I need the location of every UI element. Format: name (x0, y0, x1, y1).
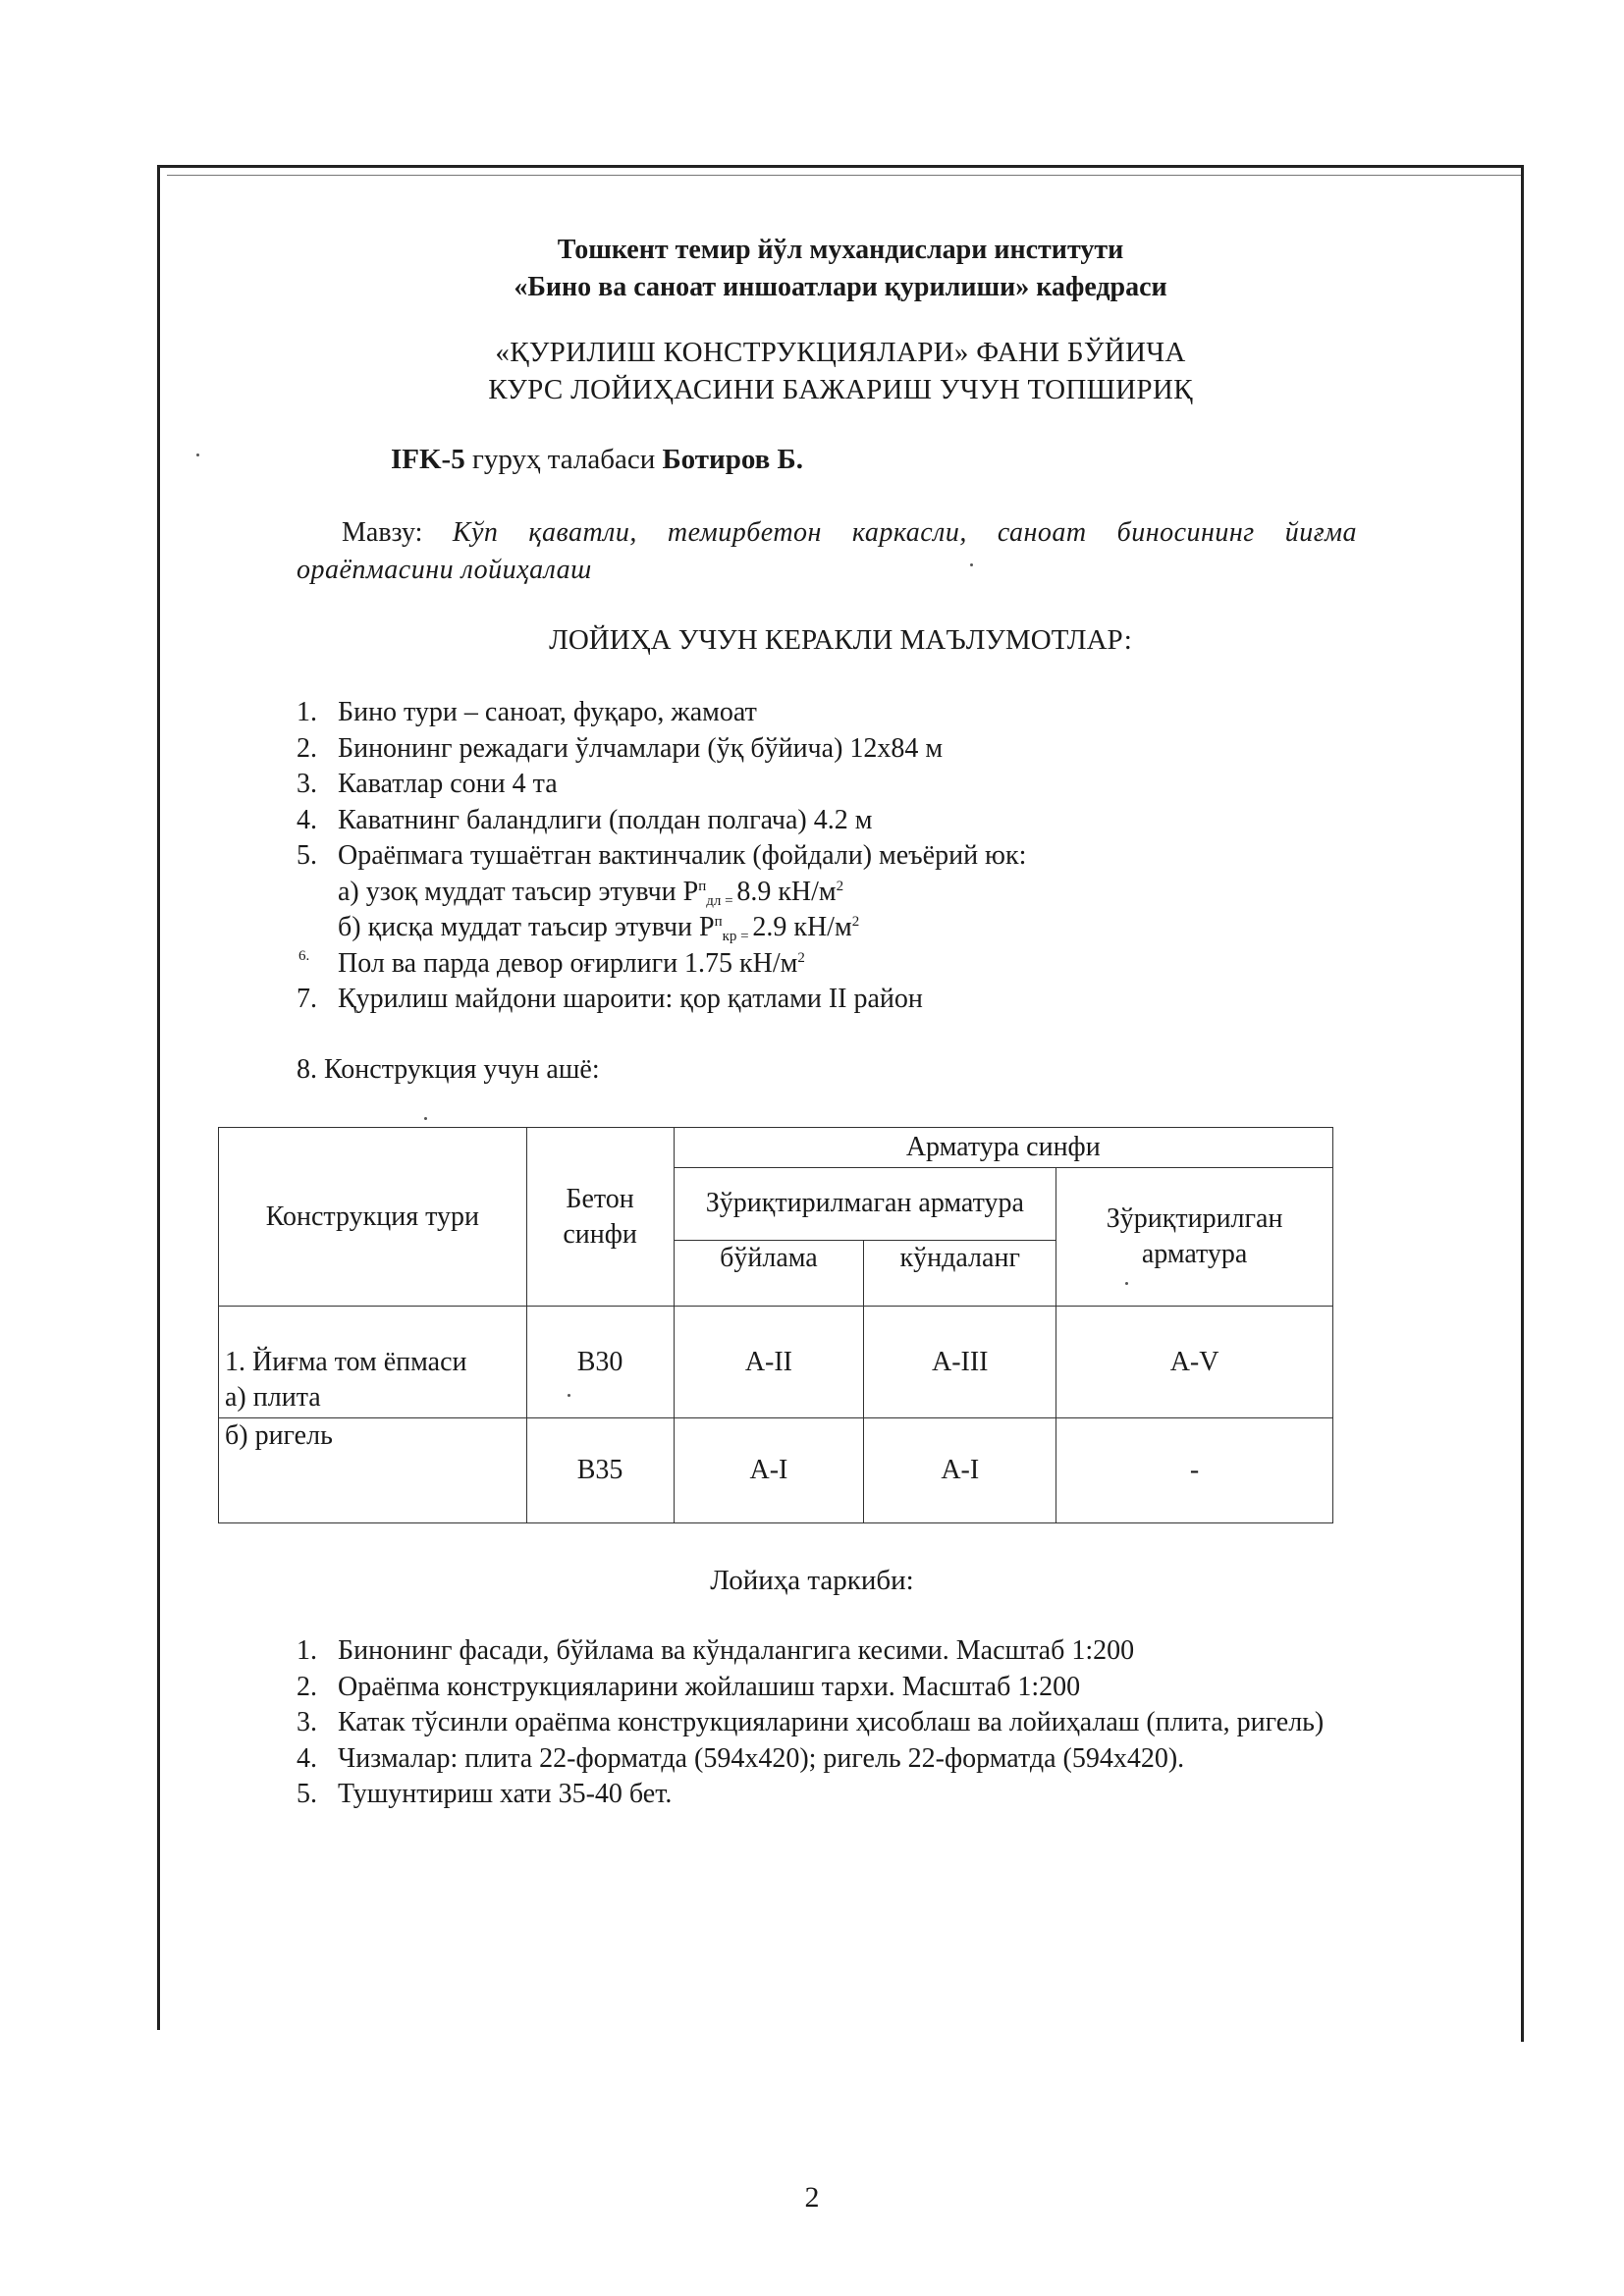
institute-name: Тошкент темир йўл мухандислари институти (557, 235, 1124, 265)
list-item (297, 695, 1026, 731)
institute-header (157, 232, 1524, 306)
list-item (297, 1705, 1349, 1741)
header-nonprestressed-rebar: Зўриқтирилмаган арматура (674, 1167, 1056, 1241)
composition-list (297, 1633, 1349, 1813)
row1-concrete: B30 (526, 1307, 674, 1417)
item-number: 1. (297, 1635, 317, 1666)
page-frame-left (157, 165, 160, 2030)
header-concrete-class: Бетон синфи (526, 1128, 674, 1307)
row1-transverse: A-III (864, 1307, 1056, 1417)
item-text: Бинонинг режадаги ўлчамлари (ўқ бўйича) 12х84 м (338, 732, 944, 764)
scan-speck (1125, 1282, 1128, 1285)
theme-text: Кўп қаватли, темирбетон каркасли, саноат биносининг йиғма ораёпмасини лойиҳалаш (297, 517, 1357, 585)
assignment-title-line1: «ҚУРИЛИШ КОНСТРУКЦИЯЛАРИ» ФАНИ БЎЙИЧА (495, 337, 1186, 368)
row1-longitudinal: A-II (674, 1307, 864, 1417)
project-data-list (297, 695, 1026, 1018)
row1-construction-type (219, 1307, 527, 1417)
list-subitem-long-term-load (297, 875, 1026, 911)
subitem-text: б) қисқа муддат таъсир этувчи P (338, 912, 715, 942)
table-row (219, 1307, 1333, 1417)
subitem-text: а) узоқ муддат таъсир этувчи P (338, 876, 699, 907)
item-text: Ораёпма конструкцияларини жойлашиш тархи. Масштаб 1:200 (338, 1671, 1081, 1702)
header-rebar-class: Арматура синфи (674, 1128, 1332, 1168)
page-frame-inner-line (167, 175, 1522, 176)
department-name: «Бино ва саноат иншоатлари қурилиши» кафедраси (514, 272, 1167, 302)
page-frame-top (157, 165, 1524, 168)
row2-construction-type: б) ригель (219, 1417, 527, 1522)
item-number: 1. (297, 697, 317, 727)
list-item (297, 803, 1026, 839)
list-item (297, 982, 1026, 1018)
item-number: 6. (298, 947, 310, 964)
project-data-title: ЛОЙИҲА УЧУН КЕРАКЛИ МАЪЛУМОТЛАР: (549, 624, 1132, 656)
assignment-title (157, 334, 1524, 408)
list-item (297, 838, 1026, 875)
item-number: 3. (297, 769, 317, 799)
item-text: Бинонинг фасади, бўйлама ва кўндалангига кесими. Масштаб 1:200 (338, 1635, 1135, 1666)
item-number: 2. (297, 732, 317, 764)
load-superscript: п (698, 878, 707, 894)
student-group: IFK-5 (391, 444, 465, 475)
list-item (297, 1777, 1349, 1813)
item-number: 5. (297, 1779, 317, 1809)
item-number: 4. (297, 804, 317, 835)
scan-speck (424, 1117, 427, 1120)
item-text: Тушунтириш хати 35-40 бет. (338, 1779, 673, 1809)
load-subscript: кр = (722, 929, 753, 944)
row1-prestressed: A-V (1056, 1307, 1333, 1417)
list-item (297, 1633, 1349, 1670)
header-transverse: кўндаланг (864, 1241, 1056, 1307)
student-line (391, 444, 803, 476)
item-number: 2. (297, 1671, 317, 1702)
theme-label: Мавзу: (342, 517, 453, 548)
item-number: 7. (297, 984, 317, 1014)
scan-speck (568, 1394, 570, 1397)
composition-title: Лойиҳа таркиби: (710, 1565, 914, 1596)
row2-prestressed: - (1056, 1417, 1333, 1522)
materials-table (218, 1127, 1333, 1523)
load-subscript: дл = (706, 892, 737, 909)
table-row (219, 1417, 1333, 1522)
item-text: Каватлар сони 4 та (338, 769, 558, 799)
assignment-title-line2: КУРС ЛОЙИҲАСИНИ БАЖАРИШ УЧУН ТОПШИРИҚ (488, 374, 1193, 405)
row2-concrete: B35 (526, 1417, 674, 1522)
page-frame-right (1521, 165, 1524, 2042)
list-item (297, 1670, 1349, 1706)
row1-type-line1: 1. Йиғма том ёпмаси (225, 1346, 467, 1377)
materials-section-heading: 8. Конструкция учун ашё: (297, 1054, 600, 1085)
header-construction-type: Конструкция тури (219, 1128, 527, 1307)
list-item (297, 1741, 1349, 1778)
unit-superscript: 2 (797, 949, 805, 966)
load-superscript: п (714, 914, 723, 930)
item-text: Ораёпмага тушаётган вактинчалик (фойдали) меъёрий юк: (338, 840, 1027, 871)
item-text: Қурилиш майдони шароити: қор қатлами II район (338, 984, 923, 1014)
item-text: Пол ва парда девор оғирлиги 1.75 кН/м (338, 947, 798, 979)
item-text: Бино тури – саноат, фуқаро, жамоат (338, 697, 757, 727)
row1-type-line2: а) плита (225, 1381, 321, 1413)
header-longitudinal: бўйлама (674, 1241, 864, 1307)
scan-speck (196, 454, 199, 456)
list-item (297, 731, 1026, 768)
item-text: Каватнинг баландлиги (полдан полгача) 4.2 м (338, 804, 873, 835)
header-prestressed-rebar: Зўриқтирилган арматура (1056, 1167, 1333, 1307)
item-number: 5. (297, 840, 317, 871)
item-number: 4. (297, 1742, 317, 1774)
item-text: Катак тўсинли ораёпма конструкцияларини ҳисоблаш ва лойиҳалаш (плита, ригель) (338, 1707, 1325, 1737)
list-item (297, 767, 1026, 803)
load-value: 8.9 кН/м (736, 876, 837, 907)
student-name: Ботиров Б. (662, 444, 803, 475)
theme-paragraph (297, 514, 1357, 589)
list-item (297, 946, 1026, 983)
row2-transverse: A-I (864, 1417, 1056, 1522)
item-text: Чизмалар: плита 22-форматда (594х420); ригель 22-форматда (594х420). (338, 1742, 1185, 1774)
unit-superscript: 2 (836, 878, 844, 894)
list-subitem-short-term-load (297, 910, 1026, 946)
scan-speck (970, 563, 973, 566)
student-group-text: гуруҳ талабаси (464, 444, 663, 475)
row2-longitudinal: A-I (674, 1417, 864, 1522)
item-number: 3. (297, 1707, 317, 1737)
page-number: 2 (804, 2181, 820, 2214)
load-value: 2.9 кН/м (752, 912, 852, 942)
unit-superscript: 2 (851, 914, 860, 930)
